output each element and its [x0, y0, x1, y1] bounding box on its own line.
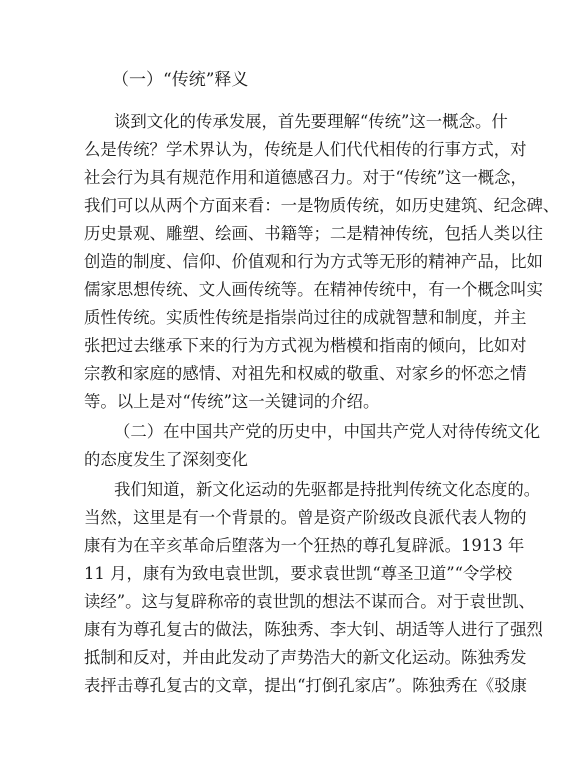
- paragraph-line: 么是传统？学术界认为，传统是人们代代相传的行事方式，对: [84, 140, 527, 159]
- section-1-heading: （一）“传统”释义: [112, 70, 249, 90]
- paragraph-line: 历史景观、雕塑、绘画、书籍等；二是精神传统，包括人类以往: [84, 224, 543, 243]
- paragraph-line: 我们知道，新文化运动的先驱都是持批判传统文化态度的。: [114, 480, 541, 499]
- paragraph-line: 康有为在辛亥革命后堕落为一个狂热的尊孔复辟派。1913 年: [84, 536, 525, 555]
- paragraph-line: 读经”。这与复辟称帝的袁世凯的想法不谋而合。对于袁世凯、: [84, 592, 535, 611]
- paragraph-line: 我们可以从两个方面来看：一是物质传统，如历史建筑、纪念碑、: [84, 196, 560, 215]
- spacer: [84, 94, 504, 108]
- paragraph-line: 等。以上是对“传统”这一关键词的介绍。: [84, 392, 380, 411]
- document-page: [84, 66, 560, 700]
- heading-line: （二）在中国共产党的历史中，中国共产党人对待传统文化: [114, 422, 541, 441]
- paragraph-line: 张把过去继承下来的行为方式视为楷模和指南的倾向，比如对: [84, 336, 527, 355]
- section-2-heading: [84, 418, 541, 474]
- section-1-paragraph: [84, 108, 560, 416]
- section-2-paragraph: [84, 476, 543, 700]
- paragraph-line: 质性传统。实质性传统是指崇尚过往的成就智慧和制度，并主: [84, 308, 527, 327]
- paragraph-line: 抵制和反对，并由此发动了声势浩大的新文化运动。陈独秀发: [84, 648, 527, 667]
- paragraph-line: 社会行为具有规范作用和道德感召力。对于“传统”这一概念，: [84, 168, 527, 187]
- paragraph-line: 11 月，康有为致电袁世凯，要求袁世凯“尊圣卫道”“令学校: [84, 564, 513, 583]
- paragraph-line: 儒家思想传统、文人画传统等。在精神传统中，有一个概念叫实: [84, 280, 543, 299]
- paragraph-line: 康有为尊孔复古的做法，陈独秀、李大钊、胡适等人进行了强烈: [84, 620, 543, 639]
- paragraph-line: 当然，这里是有一个背景的。曾是资产阶级改良派代表人物的: [84, 508, 527, 527]
- heading-line: 的态度发生了深刻变化: [84, 450, 248, 469]
- paragraph-line: 宗教和家庭的感情、对祖先和权威的敬重、对家乡的怀恋之情: [84, 364, 527, 383]
- paragraph-line: 表抨击尊孔复古的文章，提出“打倒孔家店”。陈独秀在《驳康: [84, 676, 527, 695]
- paragraph-line: 谈到文化的传承发展，首先要理解“传统”这一概念。什: [114, 112, 508, 131]
- paragraph-line: 创造的制度、信仰、价值观和行为方式等无形的精神产品，比如: [84, 252, 543, 271]
